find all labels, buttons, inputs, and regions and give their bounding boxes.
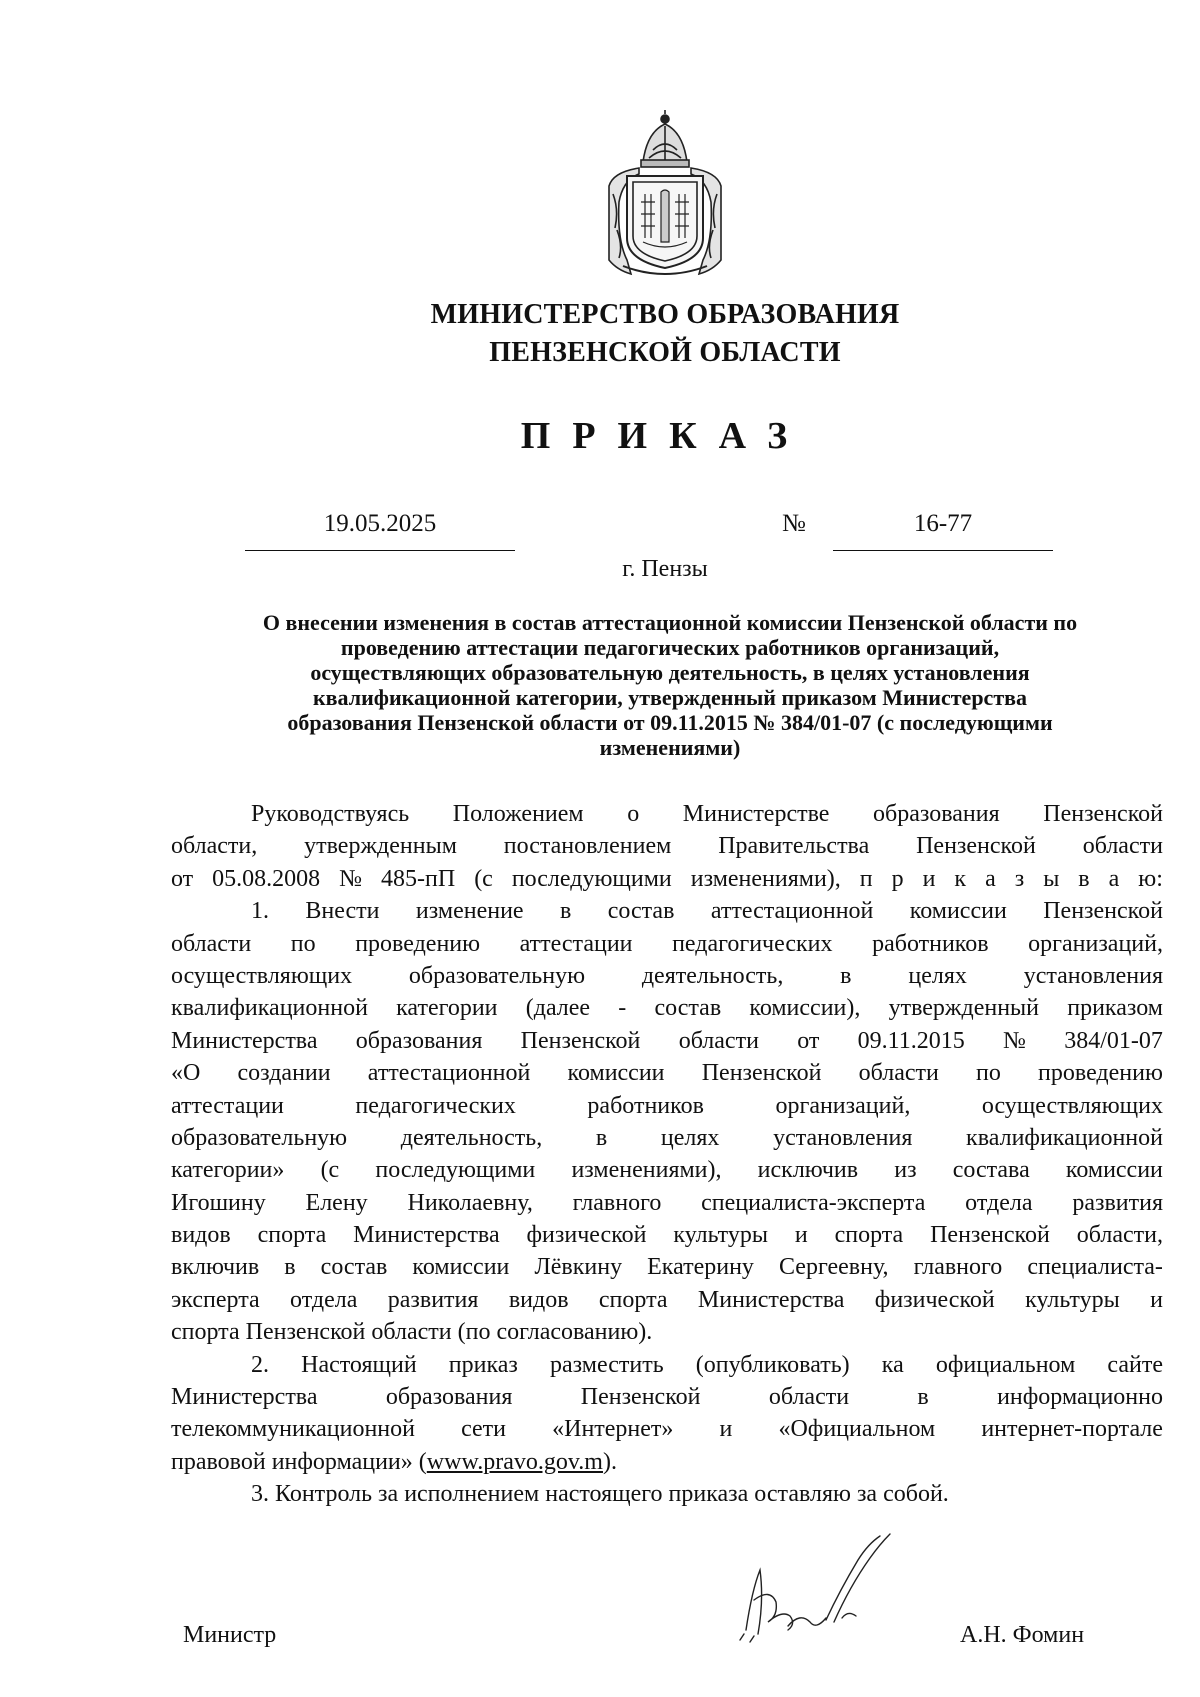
body-word: и: [719, 1416, 733, 1443]
body-word: аттестации: [519, 930, 633, 957]
body-word: Положением: [452, 801, 584, 827]
handwritten-signature: [730, 1530, 908, 1650]
body-word: комиссии: [1065, 1157, 1163, 1184]
body-word: проведению: [1038, 1060, 1163, 1087]
body-word: з: [1014, 865, 1025, 892]
coat-of-arms-emblem: [603, 110, 727, 278]
body-word: осуществляющих: [981, 1092, 1163, 1119]
body-word: последующими: [375, 1157, 536, 1184]
body-word: и: [1150, 1286, 1163, 1313]
body-word: комиссии: [567, 1060, 665, 1087]
body-word: постановлением: [503, 833, 672, 860]
body-word: правовой: [171, 1448, 266, 1475]
body-word: области: [858, 1060, 939, 1087]
body-word: организаций,: [1028, 930, 1163, 957]
ministry-name-line2: ПЕНЗЕНСКОЙ ОБЛАСТИ: [489, 337, 841, 368]
body-word: эксперта: [171, 1286, 260, 1313]
body-word: 2.: [251, 1351, 269, 1378]
body-line: [171, 928, 1163, 960]
body-word: категории»: [171, 1157, 285, 1184]
body-word: Пензенской: [701, 1060, 822, 1087]
body-word: образования: [355, 1027, 483, 1054]
body-word: сети: [461, 1416, 507, 1443]
body-word: по: [976, 1060, 1001, 1087]
body-word: и: [922, 865, 936, 892]
body-word: отдела: [290, 1286, 358, 1313]
body-word: состав: [320, 1254, 388, 1281]
body-word: в: [917, 1384, 929, 1411]
body-word: собой.: [883, 1481, 949, 1508]
body-word: квалификационной: [966, 1124, 1163, 1151]
body-word: педагогических: [355, 1092, 516, 1119]
body-word: в: [1078, 865, 1090, 892]
body-word: Министерства: [171, 1384, 318, 1411]
body-word: от: [797, 1027, 820, 1054]
body-word: Пензенской: [930, 1222, 1050, 1249]
body-word: Министерства: [171, 1027, 318, 1054]
body-line: [171, 1187, 1163, 1219]
body-word: отдела: [965, 1189, 1033, 1216]
order-number: 16-77: [833, 506, 1053, 551]
body-word: ю:: [1138, 865, 1163, 892]
body-word: 09.11.2015: [857, 1027, 965, 1054]
body-word: Николаевну,: [407, 1189, 533, 1216]
body-word: оставляю: [754, 1481, 851, 1508]
body-word: Правительства: [718, 833, 870, 860]
body-word: ы: [1043, 865, 1060, 892]
body-word: р: [891, 865, 904, 892]
body-word: создании: [237, 1060, 331, 1087]
body-line: [171, 1316, 1163, 1348]
body-line: [171, 1219, 1163, 1251]
body-word: 1.: [251, 898, 269, 925]
body-word: работников: [872, 930, 989, 957]
body-word: телекоммуникационной: [171, 1416, 415, 1443]
body-word: изменение: [415, 898, 524, 925]
body-word: интернет-портале: [981, 1416, 1163, 1443]
body-word: и: [794, 1222, 808, 1249]
order-date: 19.05.2025: [245, 506, 515, 551]
body-word: области,: [1076, 1222, 1163, 1249]
body-word: физической: [526, 1222, 647, 1249]
body-word: по: [290, 930, 316, 957]
body-word: а: [1108, 865, 1120, 892]
body-word: области: [1082, 833, 1163, 860]
body-word: информации»: [271, 1448, 413, 1475]
subject-line: образования Пензенской области от 09.11.2015 № 384/01-07 (с последующими: [287, 710, 1053, 735]
body-word: области: [768, 1384, 850, 1411]
body-word: комиссии),: [749, 995, 861, 1022]
document-type-title: ПРИКАЗ: [520, 415, 810, 457]
body-line: [171, 992, 1163, 1024]
body-line: [171, 895, 1163, 927]
body-word: развития: [1072, 1189, 1163, 1216]
body-word: Екатерину: [647, 1254, 754, 1281]
body-word: настоящего: [545, 1481, 663, 1508]
body-word: проведению: [355, 930, 481, 957]
body-word: области: [171, 930, 252, 957]
body-word: педагогических: [672, 930, 833, 957]
body-word: главного: [572, 1189, 662, 1216]
body-word: «О: [171, 1060, 201, 1087]
body-word: 485-пП: [381, 865, 456, 892]
body-word: (далее: [525, 995, 591, 1022]
body-word: Пензенской: [580, 1384, 701, 1411]
body-line: [171, 1446, 1163, 1478]
body-word: о: [627, 801, 640, 827]
body-word: Лёвкину: [534, 1254, 623, 1281]
order-body: [171, 798, 1163, 1511]
body-word: состав: [654, 995, 722, 1022]
signer-name: А.Н. Фомин: [960, 1622, 1085, 1648]
body-word: Руководствуясь: [251, 801, 410, 827]
body-word: №: [1003, 1027, 1026, 1054]
body-word: 05.08.2008: [212, 865, 321, 892]
body-line: [171, 1057, 1163, 1089]
body-line: [171, 960, 1163, 992]
body-word: деятельность,: [641, 962, 784, 989]
body-word: осуществляющих: [171, 962, 353, 989]
body-word: области,: [171, 833, 258, 860]
body-word: спорта: [598, 1286, 668, 1313]
body-word: приказ: [448, 1351, 518, 1378]
body-word: физической: [874, 1286, 995, 1313]
body-word: квалификационной: [171, 995, 368, 1022]
body-word: приказом: [1067, 995, 1163, 1022]
body-word: аттестационной: [710, 898, 874, 925]
body-word: Пензенской: [1043, 898, 1163, 925]
body-word: комиссии: [412, 1254, 510, 1281]
body-word: 3.: [251, 1481, 269, 1508]
subject-line: проведению аттестации педагогических работников организаций,: [340, 635, 1000, 660]
body-word: Пензенской: [1043, 801, 1163, 827]
body-word: установления: [1023, 962, 1163, 989]
body-word: Министерства: [697, 1286, 845, 1313]
body-word: целях: [660, 1124, 720, 1151]
city-label: г. Пензы: [622, 556, 708, 582]
body-word: (опубликовать): [695, 1351, 850, 1378]
body-word: главного: [913, 1254, 1003, 1281]
body-word: Игошину: [171, 1189, 266, 1216]
body-word: Сергеевну,: [778, 1254, 889, 1281]
body-word: в: [840, 962, 852, 989]
body-word: Контроль: [275, 1481, 373, 1508]
body-word: от: [171, 865, 194, 892]
body-word: «Интернет»: [552, 1416, 674, 1443]
body-word: исключив: [757, 1157, 859, 1184]
body-word: (по: [457, 1319, 491, 1346]
body-word: за: [856, 1481, 878, 1508]
body-word: Внести: [305, 898, 380, 925]
body-word: последующими: [511, 865, 672, 892]
body-word: образовательную: [408, 962, 586, 989]
body-word: сайте: [1107, 1351, 1163, 1378]
body-word: (www.pravo.gov.m).: [418, 1448, 617, 1475]
body-line: [171, 1478, 1163, 1510]
body-word: разместить: [550, 1351, 664, 1378]
body-line: [171, 863, 1163, 895]
body-word: из: [894, 1157, 917, 1184]
body-word: в: [284, 1254, 296, 1281]
body-word: культуры: [673, 1222, 768, 1249]
body-line: [171, 1025, 1163, 1057]
body-word: спорта: [171, 1319, 240, 1346]
body-word: установления: [773, 1124, 913, 1151]
body-word: (с: [474, 865, 493, 892]
body-word: к: [954, 865, 967, 892]
body-word: деятельность,: [400, 1124, 543, 1151]
subject-line: квалификационной категории, утвержденный приказом Министерства: [312, 685, 1028, 710]
body-word: №: [339, 865, 363, 892]
body-word: за: [378, 1481, 399, 1508]
body-word: спорта: [257, 1222, 327, 1249]
body-word: видов: [508, 1286, 569, 1313]
body-word: Министерстве: [682, 801, 830, 827]
body-word: аттестационной: [367, 1060, 531, 1087]
body-word: области: [678, 1027, 759, 1054]
body-word: утвержденным: [304, 833, 457, 860]
body-word: состав: [607, 898, 675, 925]
body-word: приказа: [668, 1481, 749, 1508]
body-word: целях: [908, 962, 967, 989]
body-word: Елену: [305, 1189, 368, 1216]
number-sign: №: [782, 510, 806, 537]
body-word: Пензенской: [245, 1319, 366, 1346]
body-word: аттестации: [171, 1092, 284, 1119]
body-word: образования: [385, 1384, 513, 1411]
body-word: а: [985, 865, 996, 892]
body-word: в: [559, 898, 572, 925]
body-word: в: [595, 1124, 608, 1151]
body-word: специалиста-: [1027, 1254, 1163, 1281]
body-word: образования: [873, 801, 1000, 827]
body-line: [171, 1122, 1163, 1154]
ministry-name-line1: МИНИСТЕРСТВО ОБРАЗОВАНИЯ: [430, 299, 900, 330]
body-word: исполнением: [404, 1481, 540, 1508]
body-word: утвержденный: [888, 995, 1040, 1022]
body-line: [171, 1349, 1163, 1381]
body-line: [171, 1090, 1163, 1122]
ministry-name: [0, 296, 1200, 372]
body-word: п: [859, 865, 873, 892]
body-word: ка: [881, 1351, 904, 1378]
body-word: состава: [952, 1157, 1030, 1184]
body-word: согласованию).: [496, 1319, 653, 1346]
body-word: Настоящий: [301, 1351, 417, 1378]
body-word: развития: [387, 1286, 479, 1313]
body-line: [171, 1284, 1163, 1316]
website-link[interactable]: www.pravo.gov.m: [426, 1448, 603, 1475]
body-line: [171, 798, 1163, 830]
body-word: категории: [396, 995, 498, 1022]
body-word: информационно: [997, 1384, 1163, 1411]
body-word: специалиста-эксперта: [701, 1189, 926, 1216]
body-word: официальном: [935, 1351, 1076, 1378]
body-word: работников: [587, 1092, 704, 1119]
subject-line: осуществляющих образовательную деятельность, в целях установления: [310, 660, 1030, 685]
body-word: 384/01-07: [1064, 1027, 1163, 1054]
body-word: области: [371, 1319, 452, 1346]
body-word: организаций,: [775, 1092, 911, 1119]
body-line: [171, 830, 1163, 862]
body-word: -: [618, 995, 627, 1022]
body-word: изменениями),: [571, 1157, 722, 1184]
body-word: «Официальном: [778, 1416, 936, 1443]
body-word: включив: [171, 1254, 260, 1281]
order-subject: [160, 610, 1180, 760]
body-line: [171, 1154, 1163, 1186]
signer-title: Министр: [183, 1622, 277, 1648]
body-word: изменениями),: [690, 865, 841, 892]
subject-line: О внесении изменения в состав аттестационной комиссии Пензенской области по: [262, 610, 1078, 635]
subject-line: изменениями): [599, 735, 741, 760]
body-line: [171, 1381, 1163, 1413]
body-line: [171, 1251, 1163, 1283]
body-word: комиссии: [909, 898, 1007, 925]
body-word: Пензенской: [916, 833, 1036, 860]
body-word: Министерства: [353, 1222, 500, 1249]
body-word: (с: [320, 1157, 340, 1184]
body-word: Пензенской: [520, 1027, 641, 1054]
body-word: культуры: [1025, 1286, 1120, 1313]
body-line: [171, 1413, 1163, 1445]
body-word: спорта: [834, 1222, 904, 1249]
body-word: образовательную: [171, 1124, 348, 1151]
body-word: видов: [171, 1222, 231, 1249]
